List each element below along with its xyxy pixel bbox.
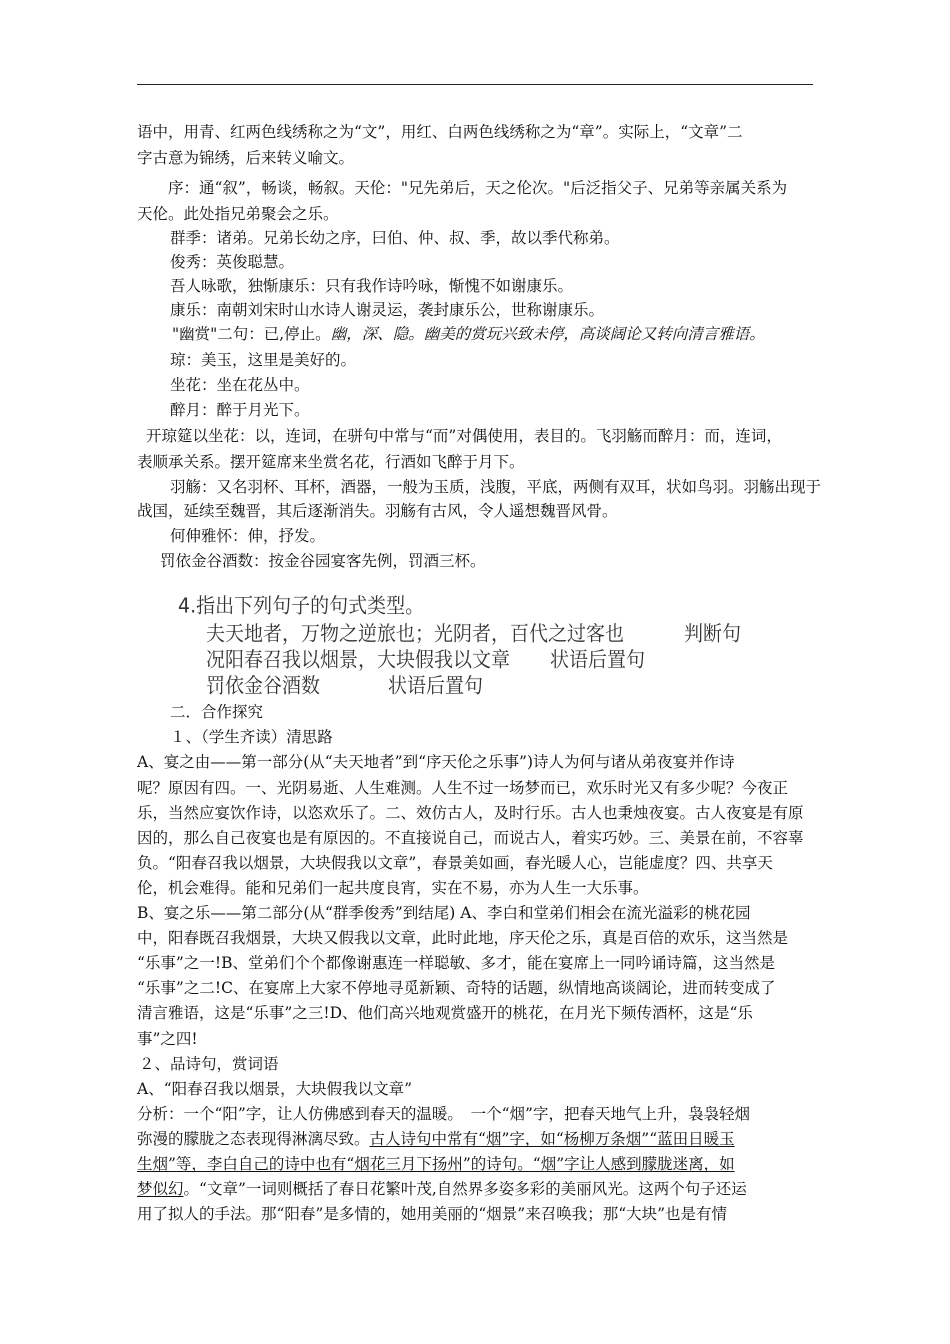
text-line: 字古意为锦绣，后来转义喻文。 — [137, 149, 355, 167]
exercise-heading: 4.指出下列句子的句式类型。 — [178, 594, 425, 618]
quote-line: A、“阳春召我以烟景，大块假我以文章” — [137, 1080, 413, 1098]
text-line: 用了拟人的手法。那“阳春”是多情的，她用美丽的“烟景”来召唤我；那“大块”也是有情 — [137, 1205, 728, 1223]
text-line: 康乐：南朝刘宋时山水诗人谢灵运，袭封康乐公，世称谢康乐。 — [170, 301, 605, 319]
text-line: A、宴之由——第一部分(从“夫天地者”到“序天伦之乐事”)诗人为何与诸从弟夜宴并作诗 — [137, 753, 735, 771]
text-line: 罚依金谷酒数：按金谷园宴客先例，罚酒三杯。 — [160, 552, 486, 570]
text-line: 战国，延续至魏晋，其后逐渐消失。羽觞有古风，令人遥想魏晋风骨。 — [137, 502, 618, 520]
text-line: 中，阳春既召我烟景，大块又假我以文章，此时此地，序天伦之乐，真是百倍的欢乐，这当然是 — [137, 929, 789, 947]
text-line: 天伦。此处指兄弟聚会之乐。 — [137, 205, 339, 223]
text-line: 事”之四! — [137, 1030, 198, 1048]
subsection-title: １、（学生齐读）清思路 — [170, 728, 333, 746]
text-line — [137, 1179, 747, 1199]
annotation-italic: 幽，深、隐。幽美的赏玩兴致未停，高谈阔论又转向清言雅语。 — [330, 325, 765, 343]
subsection-title: ２、品诗句，赏词语 — [139, 1055, 279, 1073]
header-rule — [137, 84, 813, 85]
text-line: “乐事”之一!B、堂弟们个个都像谢惠连一样聪敏、多才，能在宴席上一同吟诵诗篇，这当然是 — [137, 954, 775, 972]
exercise-type: 状语后置句 — [550, 648, 646, 672]
underlined-text: 生烟”等，李白自己的诗中也有“烟花三月下扬州”的诗句。“烟”字让人感到朦胧迷离，如 — [137, 1155, 735, 1173]
section-title: 二．合作探究 — [170, 703, 264, 721]
text-line — [137, 1129, 735, 1149]
text-line: 清言雅语，这是“乐事”之三!D、他们高兴地观赏盛开的桃花，在月光下频传酒杯，这是“乐 — [137, 1004, 753, 1022]
exercise-type: 判断句 — [684, 622, 742, 646]
underlined-text: 古人诗句中常有“烟”字，如“杨柳万条烟”“蓝田日暖玉 — [369, 1130, 735, 1148]
exercise-row — [206, 673, 484, 699]
exercise-type: 状语后置句 — [388, 674, 484, 698]
embedded-exercise-image — [178, 594, 798, 699]
text-line: 坐花：坐在花丛中。 — [170, 376, 310, 394]
text-line: 羽觞：又名羽杯、耳杯，酒器，一般为玉质，浅腹，平底，两侧有双耳，状如鸟羽。羽觞出现于 — [170, 478, 822, 496]
text-line: 负。“阳春召我以烟景，大块假我以文章”，春景美如画，春光暖人心，岂能虚度？四、共享天 — [137, 854, 773, 872]
text-line: 俊秀：英俊聪慧。 — [170, 253, 295, 271]
plain-text: 。“文章”一词则概括了春日花繁叶茂,自然界多姿多彩的美丽风光。这两个句子还运 — [183, 1180, 747, 1198]
text-line: 语中，用青、红两色线绣称之为“文”，用红、白两色线绣称之为“章”。实际上，“文章”二 — [137, 123, 743, 141]
text-line: 因的，那么自己夜宴也是有原因的。不直接说自己，而说古人，着实巧妙。三、美景在前，不容辜 — [137, 829, 804, 847]
text-line: 伦，机会难得。能和兄弟们一起共度良宵，实在不易，亦为人生一大乐事。 — [137, 879, 649, 897]
text-line: B、宴之乐——第二部分(从“群季俊秀”到结尾) A、李白和堂弟们相会在流光溢彩的桃花园 — [137, 904, 751, 922]
text-line: 序：通“叙”，畅谈，畅叙。天伦："兄先弟后，天之伦次。"后泛指父子、兄弟等亲属关系为 — [168, 179, 788, 197]
text-line: “乐事”之二!C、在宴席上大家不停地寻觅新颖、奇特的话题，纵情地高谈阔论，进而转变成了 — [137, 979, 776, 997]
exercise-row — [206, 621, 742, 647]
text-line: 呢？原因有四。一、光阴易逝、人生难测。人生不过一场梦而已，欢乐时光又有多少呢？今夜正 — [137, 779, 789, 797]
text-line: 乐，当然应宴饮作诗，以恣欢乐了。二、效仿古人，及时行乐。古人也秉烛夜宴。古人夜宴是有原 — [137, 804, 804, 822]
text-line: 吾人咏歌，独惭康乐：只有我作诗吟咏，惭愧不如谢康乐。 — [170, 277, 574, 295]
text-line: 琼：美玉，这里是美好的。 — [170, 351, 357, 369]
text-line: 分析：一个“阳”字，让人仿佛感到春天的温暖。 一个“烟”字，把春天地气上升，袅袅轻烟 — [137, 1105, 750, 1123]
text-line: 表顺承关系。摆开筵席来坐赏名花，行酒如飞醉于月下。 — [137, 453, 525, 471]
text-line — [137, 1154, 735, 1174]
annotation-term: "幽赏"二句：已,停止。 — [172, 325, 331, 343]
exercise-sentence: 夫天地者，万物之逆旅也；光阴者，百代之过客也 — [206, 622, 625, 646]
exercise-row — [206, 647, 646, 673]
text-line: 醉月：醉于月光下。 — [170, 401, 310, 419]
exercise-sentence: 罚依金谷酒数 — [206, 674, 321, 698]
text-line: 群季：诸弟。兄弟长幼之序，曰伯、仲、叔、季，故以季代称弟。 — [170, 229, 620, 247]
text-line: 何伸雅怀：伸，抒发。 — [170, 527, 326, 545]
exercise-sentence: 况阳春召我以烟景，大块假我以文章 — [206, 648, 511, 672]
plain-text: 弥漫的朦胧之态表现得淋漓尽致。 — [137, 1130, 370, 1148]
text-line: 开琼筵以坐花：以，连词，在骈句中常与“而”对偶使用，表目的。飞羽觞而醉月：而，连词， — [146, 427, 782, 445]
text-line — [172, 324, 765, 344]
underlined-text: 梦似幻 — [137, 1180, 184, 1198]
